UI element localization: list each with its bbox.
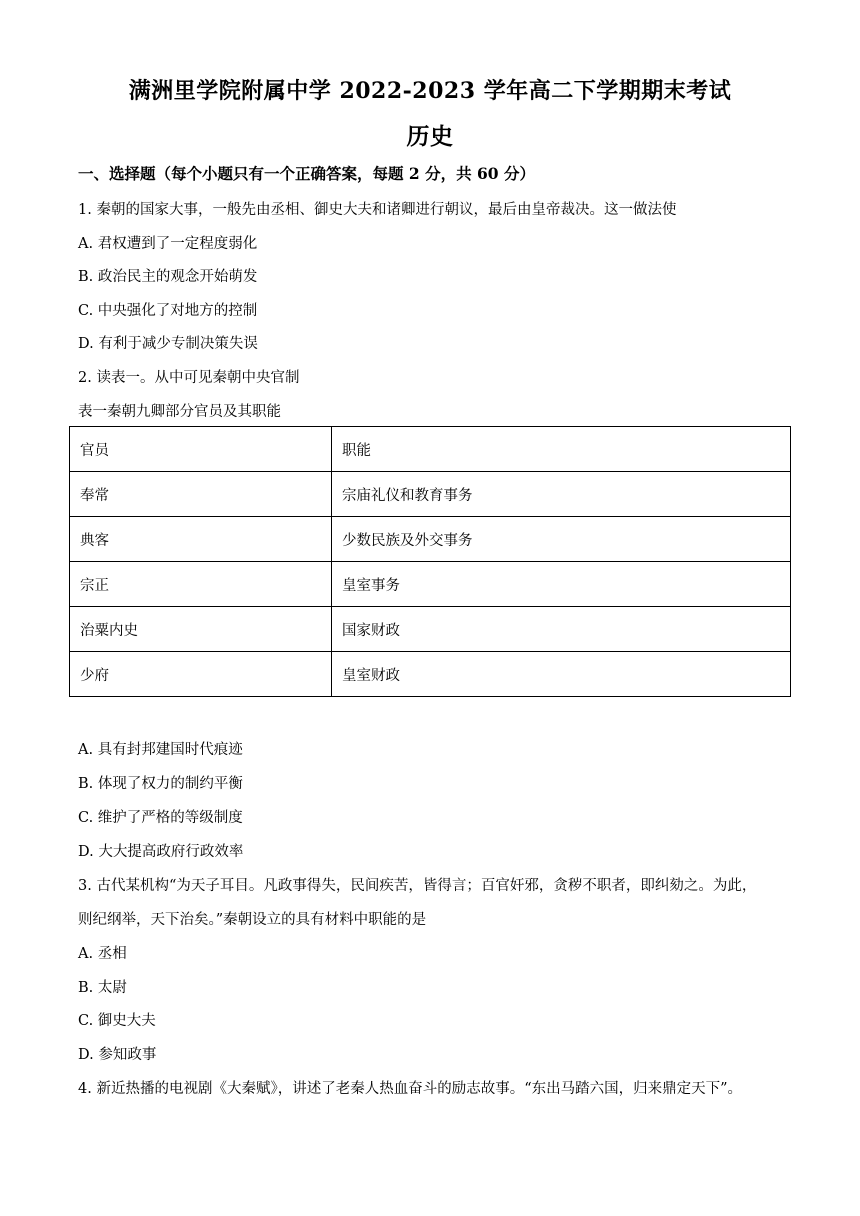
question-2-stem: 2. 读表一。从中可见秦朝中央官制 xyxy=(78,370,300,386)
question-1-option-a: A. 君权遭到了一定程度弱化 xyxy=(78,236,258,252)
officials-table xyxy=(69,426,791,697)
question-4-stem: 4. 新近热播的电视剧《大秦赋》，讲述了老秦人热血奋斗的励志故事。“东出马踏六国，归来鼎定天下”。 xyxy=(78,1081,743,1097)
table-cell-function: 宗庙礼仪和教育事务 xyxy=(332,472,791,517)
table-cell-function: 少数民族及外交事务 xyxy=(332,517,791,562)
question-2-option-d: D. 大大提高政府行政效率 xyxy=(78,844,244,860)
question-1-stem: 1. 秦朝的国家大事，一般先由丞相、御史大夫和诸卿进行朝议，最后由皇帝裁决。这一做法使 xyxy=(78,202,677,218)
question-1-option-d: D. 有利于减少专制决策失误 xyxy=(78,336,258,352)
question-2-option-c: C. 维护了严格的等级制度 xyxy=(78,810,243,826)
table-cell-function: 国家财政 xyxy=(332,607,791,652)
table-row xyxy=(70,607,791,652)
question-1-option-c: C. 中央强化了对地方的控制 xyxy=(78,303,258,319)
question-3-option-c: C. 御史大夫 xyxy=(78,1013,156,1029)
table-cell-function: 皇室事务 xyxy=(332,562,791,607)
table-row xyxy=(70,562,791,607)
question-3-stem-line-1: 3. 古代某机构“为天子耳目。凡政事得失，民间疾苦，皆得言；百官奸邪，贪秽不职者，即纠劾之。为此， xyxy=(78,878,757,894)
table-cell-official: 宗正 xyxy=(70,562,332,607)
table-row xyxy=(70,652,791,697)
question-3-option-a: A. 丞相 xyxy=(78,946,127,962)
table-row xyxy=(70,472,791,517)
exam-title: 满洲里学院附属中学 2022-2023 学年高二下学期期末考试 xyxy=(128,78,732,104)
table-cell-function: 皇室财政 xyxy=(332,652,791,697)
table-cell-official: 典客 xyxy=(70,517,332,562)
table-header-row xyxy=(70,427,791,472)
table-row xyxy=(70,517,791,562)
question-2-option-a: A. 具有封邦建国时代痕迹 xyxy=(78,742,243,758)
table-cell-official: 治粟内史 xyxy=(70,607,332,652)
table-caption: 表一秦朝九卿部分官员及其职能 xyxy=(78,404,281,420)
subject-title: 历史 xyxy=(406,123,454,150)
question-3-option-d: D. 参知政事 xyxy=(78,1047,157,1063)
question-3-stem-line-2: 则纪纲举，天下治矣。”秦朝设立的具有材料中职能的是 xyxy=(78,912,427,928)
question-3-option-b: B. 太尉 xyxy=(78,980,127,996)
table-header-cell: 官员 xyxy=(70,427,332,472)
table-cell-official: 少府 xyxy=(70,652,332,697)
question-1-option-b: B. 政治民主的观念开始萌发 xyxy=(78,269,258,285)
table-header-cell: 职能 xyxy=(332,427,791,472)
table-cell-official: 奉常 xyxy=(70,472,332,517)
question-2-option-b: B. 体现了权力的制约平衡 xyxy=(78,776,243,792)
section-heading: 一、选择题（每个小题只有一个正确答案，每题 2 分，共 60 分） xyxy=(78,164,535,183)
